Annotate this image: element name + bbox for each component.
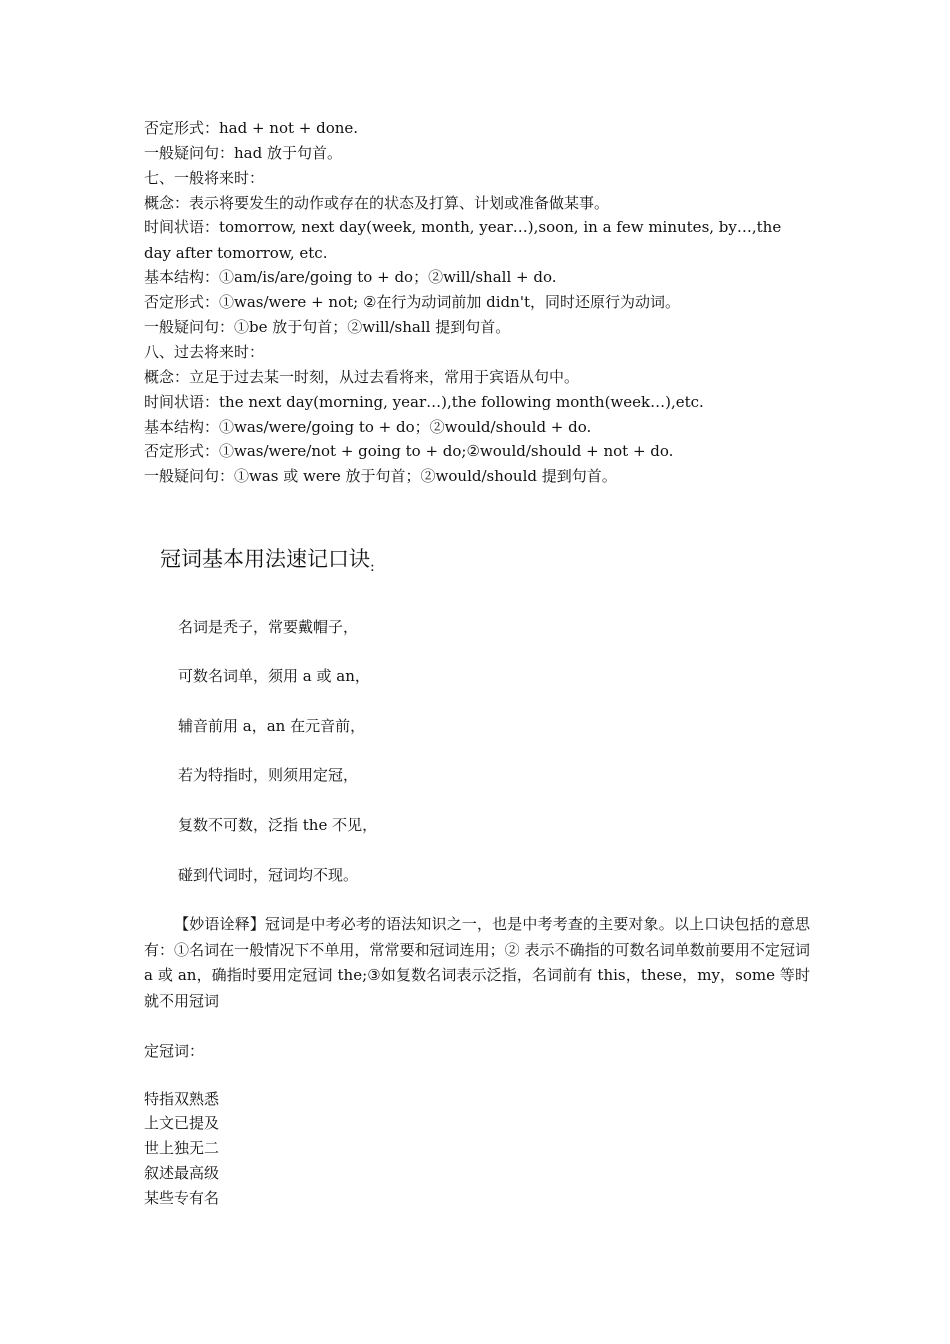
list-item: 世上独无二 (144, 1139, 220, 1157)
verse-line: 碰到代词时，冠词均不现。 (178, 866, 359, 884)
text-line: 概念：立足于过去某一时刻，从过去看将来，常用于宾语从句中。 (144, 368, 580, 386)
text-line: 概念：表示将要发生的动作或存在的状态及打算、计划或准备做某事。 (144, 194, 610, 212)
list-item: 上文已提及 (144, 1114, 220, 1132)
list-item: 叙述最高级 (144, 1164, 220, 1182)
verse-line: 名词是秃子，常要戴帽子， (178, 618, 359, 636)
verse-line: 可数名词单，须用 a 或 an， (178, 667, 370, 685)
section-heading: 七、一般将来时： (144, 169, 265, 187)
text-line: 时间状语：the next day(morning, year…),the following month(week…),etc. (144, 393, 704, 411)
text-line: 否定形式：①was/were/not + going to + do;②would/should + not + do. (144, 442, 674, 460)
text-line: 一般疑问句：①was 或 were 放于句首；②would/should 提到句首。 (144, 467, 617, 485)
text-line: 否定形式：①was/were + not; ②在行为动词前加 didn't，同时还原行为动词。 (144, 293, 680, 311)
text-line: 基本结构：①was/were/going to + do；②would/should + do. (144, 418, 592, 436)
article-title: 冠词基本用法速记口诀$_:$ (160, 547, 375, 575)
verse-line: 若为特指时，则须用定冠， (178, 766, 359, 784)
text-line: 一般疑问句：had 放于句首。 (144, 144, 342, 162)
text-line: 否定形式：had + not + done. (144, 119, 359, 137)
list-item: 特指双熟悉 (144, 1090, 220, 1108)
text-line: 基本结构：①am/is/are/going to + do；②will/shall + do. (144, 268, 557, 286)
explanation-paragraph: 【妙语诠释】冠词是中考必考的语法知识之一，也是中考考查的主要对象。以上口诀包括的意思有：①名词在一般情况下不单用，常常要和冠词连用；② 表示不确指的可数名词单数前要用不定冠词 a 或 an，确指时要用定冠词 the;③如复数名词表示泛指，名词前有 this，these，my，some 等时就不用冠词 (144, 915, 810, 1010)
text-line: 一般疑问句：①be 放于句首；②will/shall 提到句首。 (144, 318, 511, 336)
text-paragraph: 时间状语：tomorrow, next day(week, month, year…),soon, in a few minutes, by…,the day after tomorrow, etc. (144, 218, 782, 262)
section-heading: 八、过去将来时： (144, 343, 265, 361)
verse-line: 辅音前用 a，an 在元音前， (178, 717, 366, 735)
definite-article-heading: 定冠词： (144, 1042, 205, 1060)
verse-line: 复数不可数，泛指 the 不见， (178, 816, 378, 834)
list-item: 某些专有名 (144, 1189, 220, 1207)
